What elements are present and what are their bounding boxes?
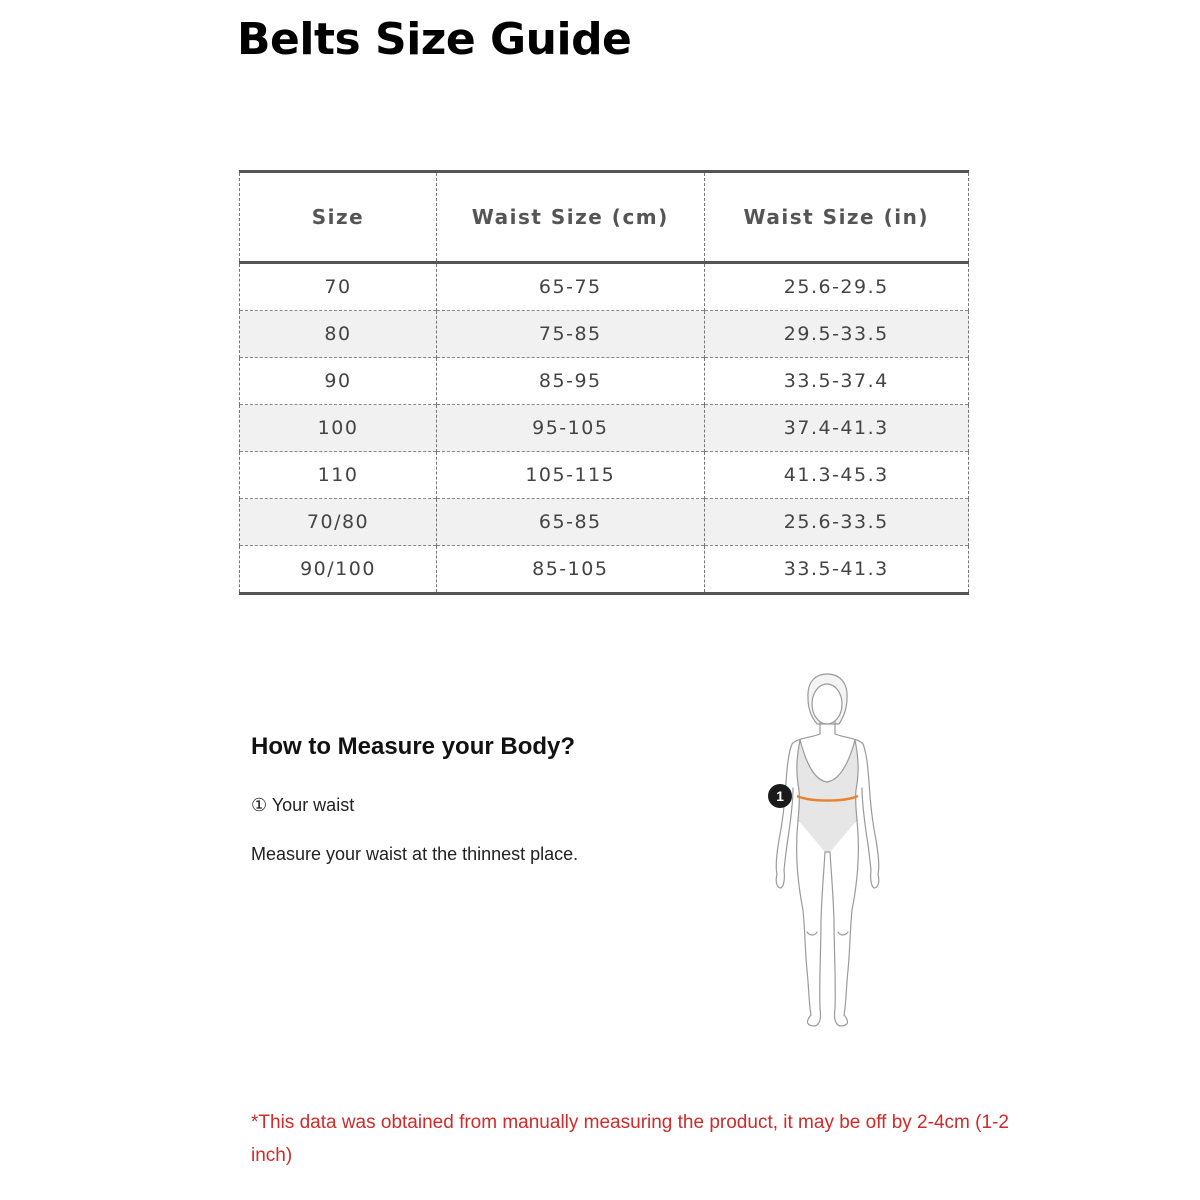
waist-cm-cell: 65-85: [437, 499, 704, 546]
table-row: [240, 263, 969, 311]
waist-in-cell: 33.5-37.4: [704, 358, 969, 405]
size-cell: 90/100: [240, 546, 437, 594]
size-cell: 90: [240, 358, 437, 405]
table-row: [240, 358, 969, 405]
waist-cm-cell: 105-115: [437, 452, 704, 499]
waist-cm-cell: 95-105: [437, 405, 704, 452]
table-row: [240, 405, 969, 452]
waist-in-cell: 25.6-33.5: [704, 499, 969, 546]
waist-in-cell: 29.5-33.5: [704, 311, 969, 358]
waist-marker-number: 1: [776, 788, 784, 804]
table-row: [240, 311, 969, 358]
waist-in-cell: 41.3-45.3: [704, 452, 969, 499]
size-cell: 70/80: [240, 499, 437, 546]
body-outline: [776, 674, 879, 1026]
waist-in-cell: 37.4-41.3: [704, 405, 969, 452]
table-header-row: [240, 172, 969, 263]
table-row: [240, 452, 969, 499]
size-cell: 70: [240, 263, 437, 311]
size-cell: 80: [240, 311, 437, 358]
size-table: [239, 170, 969, 595]
waist-in-cell: 33.5-41.3: [704, 546, 969, 594]
waist-step-label: ① Your waist: [251, 795, 355, 815]
measure-heading: How to Measure your Body?: [251, 733, 576, 760]
size-cell: 110: [240, 452, 437, 499]
waist-cm-cell: 65-75: [437, 263, 704, 311]
waist-instruction: Measure your waist at the thinnest place.: [251, 844, 579, 864]
table-row: [240, 499, 969, 546]
waist-marker-icon: [768, 784, 792, 808]
waist-cm-cell: 85-105: [437, 546, 704, 594]
column-header-waist-cm: Waist Size (cm): [437, 172, 704, 263]
body-figure-illustration: [755, 670, 905, 1030]
column-header-waist-in: Waist Size (in): [704, 172, 969, 263]
table-row: [240, 546, 969, 594]
disclaimer-note: *This data was obtained from manually measuring the product, it may be off by 2-4cm (1-2 inch): [251, 1112, 1009, 1166]
size-cell: 100: [240, 405, 437, 452]
waist-in-cell: 25.6-29.5: [704, 263, 969, 311]
waist-cm-cell: 85-95: [437, 358, 704, 405]
column-header-size: Size: [240, 172, 437, 263]
page-title: Belts Size Guide: [237, 14, 632, 65]
waist-cm-cell: 75-85: [437, 311, 704, 358]
